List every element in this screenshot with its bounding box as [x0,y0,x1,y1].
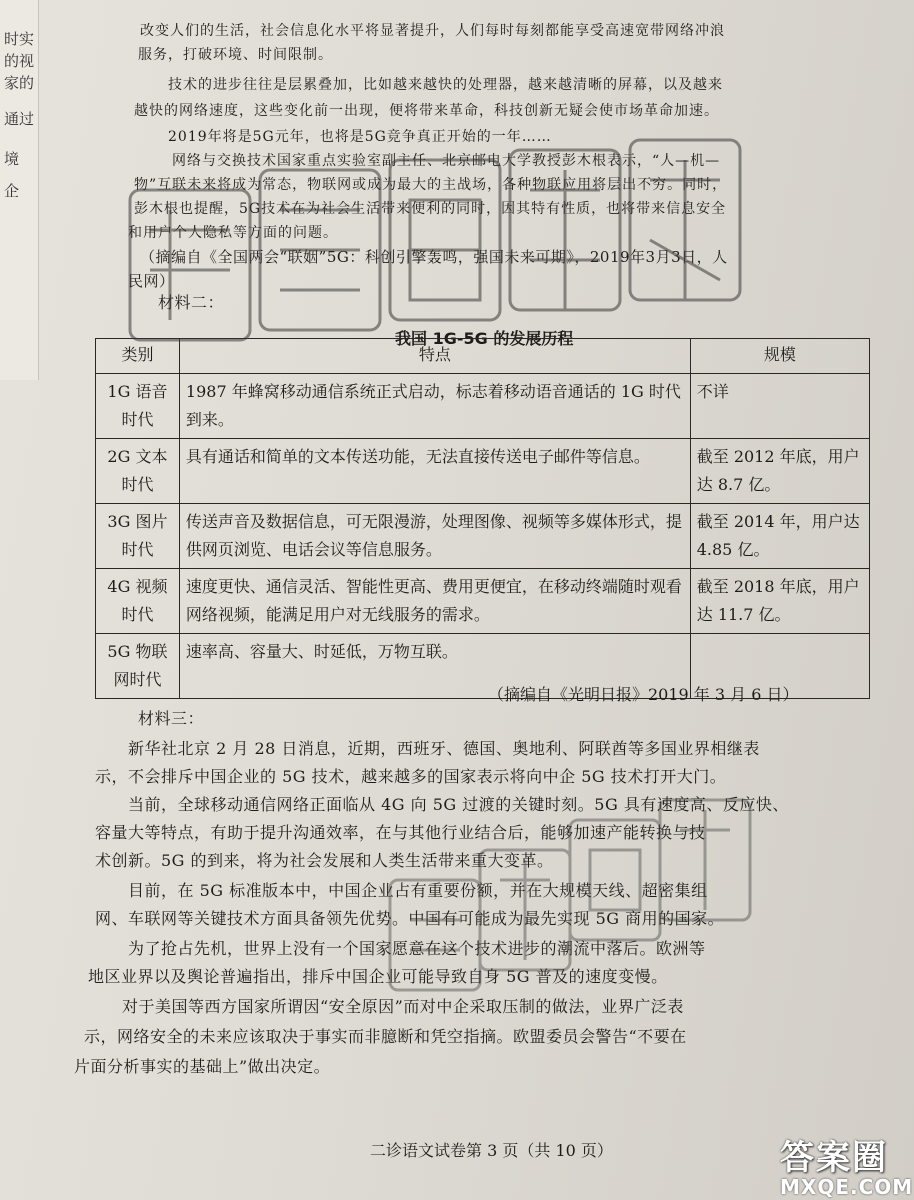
cell-category: 1G 语音时代 [96,374,180,439]
paragraph-line: 服务，打破环境、时间限制。 [138,47,333,63]
paragraph-line: 技术的进步往往是层累叠加，比如越来越快的处理器，越来越清晰的屏幕，以及越来 [168,77,723,93]
paragraph-line: 网、车联网等关键技术方面具备领先优势。中国有可能成为最先实现 5G 商用的国家。 [95,909,725,928]
header-category: 类别 [96,339,180,374]
paragraph-line: 和用户个人隐私等方面的问题。 [128,225,338,241]
paragraph-line: 物”互联未来将成为常态，物联网或成为最大的主战场，各种物联应用将层出不穷。同时， [134,177,728,193]
margin-fragment: 通过 [4,110,35,128]
logo-domain: MXQE.COM [780,1175,914,1199]
table-title: 我国 1G-5G 的发展历程 [395,329,574,348]
cell-feature: 具有通话和简单的文本传送功能，无法直接传送电子邮件等信息。 [179,439,690,504]
cell-feature: 传送声音及数据信息，可无限漫游，处理图像、视频等多媒体形式，提供网页浏览、电话会议等信息服务。 [179,504,690,569]
development-table [95,338,870,699]
margin-fragment: 企 [4,182,20,200]
cell-category: 3G 图片时代 [96,504,180,569]
previous-page-edge [0,0,39,380]
paragraph-line: 彭木根也提醒，5G技术在为社会生活带来便利的同时，因其特有性质，也将带来信息安全 [134,201,727,217]
paragraph-line: 地区业界以及舆论普遍指出，排斥中国企业可能导致自身 5G 普及的速度变慢。 [88,967,668,986]
table-row [96,439,870,504]
paragraph-line: 改变人们的生活，社会信息化水平将显著提升，人们每时每刻都能享受高速宽带网络冲浪 [140,23,725,39]
paragraph-line: 目前，在 5G 标准版本中，中国企业占有重要份额，并在大规模天线、超密集组 [128,881,708,900]
material-one-source-cont: 民网） [128,272,175,290]
paragraph-line: 为了抢占先机，世界上没有一个国家愿意在这个技术进步的潮流中落后。欧洲等 [128,939,706,958]
paragraph-line: 容量大等特点，有助于提升沟通效率，在与其他行业结合后，能够加速产能转换与技 [95,823,706,842]
cell-category: 5G 物联网时代 [96,634,180,699]
paragraph-line: 2019年将是5G元年，也将是5G竞争真正开始的一年…… [168,129,552,145]
cell-feature: 速度更快、通信灵活、智能性更高、费用更便宜，在移动终端随时观看网络视频，能满足用户对无线服务的需求。 [179,569,690,634]
table-source: （摘编自《光明日报》2019 年 3 月 6 日） [488,685,799,704]
logo-text: 答案圈 [780,1138,888,1178]
cell-feature: 速率高、容量大、时延低，万物互联。 [179,634,690,699]
margin-fragment: 时实 [4,30,35,48]
paragraph-line: 示，不会排斥中国企业的 5G 技术，越来越多的国家表示将向中企 5G 技术打开大门。 [95,767,727,786]
cell-scale: 截至 2018 年底，用户达 11.7 亿。 [690,569,869,634]
material-three-label: 材料三： [138,709,205,728]
table-row [96,504,870,569]
margin-fragment: 境 [4,150,20,168]
margin-fragment: 的视 [4,52,35,70]
table-row [96,374,870,439]
site-logo [780,1130,914,1199]
table-row [96,569,870,634]
paragraph-line: 术创新。5G 的到来，将为社会发展和人类生活带来重大变革。 [95,851,554,870]
paragraph-line: 网络与交换技术国家重点实验室副主任、北京邮电大学教授彭木根表示，“人—机— [172,153,721,169]
cell-scale: 截至 2014 年，用户达 4.85 亿。 [690,504,869,569]
cell-scale: 不详 [690,374,869,439]
header-scale: 规模 [690,339,869,374]
material-two-label: 材料二： [158,293,225,312]
cell-category: 2G 文本时代 [96,439,180,504]
paragraph-line: 新华社北京 2 月 28 日消息，近期，西班牙、德国、奥地利、阿联酋等多国业界相继表 [128,739,760,758]
margin-fragment: 家的 [4,74,35,92]
header-feature: 特点 [179,339,690,374]
page-footer: 二诊语文试卷第 3 页（共 10 页） [370,1141,613,1160]
paragraph-line: 越快的网络速度，这些变化前一出现，便将带来革命，科技创新无疑会使市场革命加速。 [134,103,719,119]
table-header-row [96,339,870,374]
cell-scale: 截至 2012 年底，用户达 8.7 亿。 [690,439,869,504]
cell-category: 4G 视频时代 [96,569,180,634]
paragraph-line: 对于美国等西方国家所谓因“安全原因”而对中企采取压制的做法，业界广泛表 [122,997,684,1016]
paragraph-line: 示，网络安全的未来应该取决于事实而非臆断和凭空指摘。欧盟委员会警告“不要在 [84,1027,687,1046]
material-one-source: （摘编自《全国两会“联姻”5G：科创引擎轰鸣，强国未来可期》，2019年3月3日，人 [140,248,728,266]
paragraph-line: 片面分析事实的基础上”做出决定。 [74,1057,331,1076]
paragraph-line: 当前，全球移动通信网络正面临从 4G 向 5G 过渡的关键时刻。5G 具有速度高、反应快、 [128,795,789,814]
cell-feature: 1987 年蜂窝移动通信系统正式启动，标志着移动语音通话的 1G 时代到来。 [179,374,690,439]
